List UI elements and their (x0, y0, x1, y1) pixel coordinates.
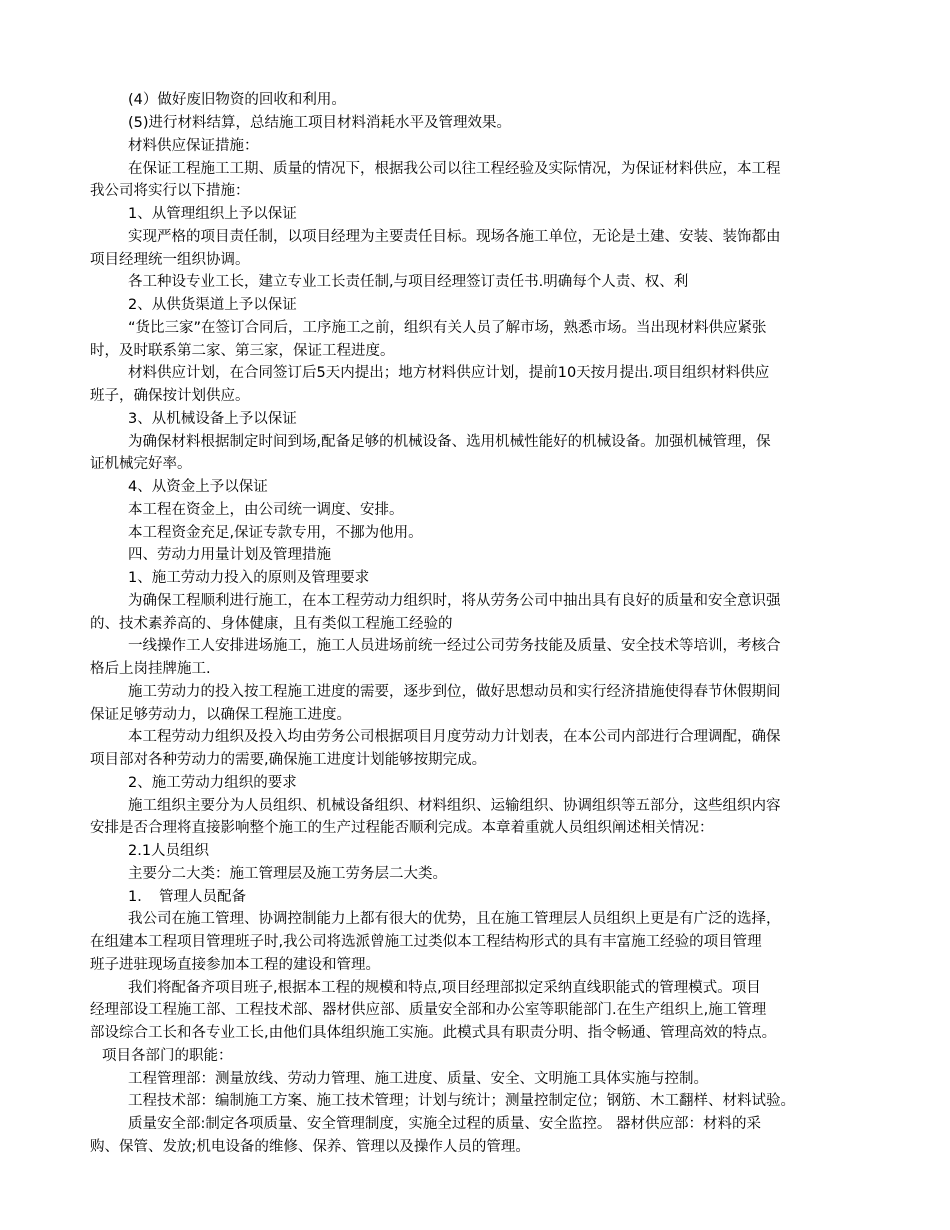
text-line: “货比三家”在签订合同后，工序施工之前，组织有关人员了解市场，熟悉市场。当出现材料供应紧张 (128, 320, 767, 336)
text-line: 质量安全部:制定各项质量、安全管理制度，实施全过程的质量、安全监控。 器材供应部：材料的采 (128, 1116, 761, 1132)
text-line: 时，及时联系第二家、第三家，保证工程进度。 (90, 343, 395, 359)
text-line: (4）做好废旧物资的回收和利用。 (128, 92, 346, 108)
section-heading: 1、施工劳动力投入的原则及管理要求 (128, 570, 370, 586)
text-line: 我公司将实行以下措施： (90, 183, 250, 199)
text-line: 项目经理统一组织协调。 (90, 252, 250, 268)
text-line: 安排是否合理将直接影响整个施工的生产过程能否顺利完成。本章着重就人员组织阐述相关情况： (90, 820, 714, 836)
text-line: 工程技术部：编制施工方案、施工技术管理；计划与统计；测量控制定位；钢筋、木工翻样、材料试验。 (128, 1093, 795, 1109)
text-line: 在组建本工程项目管理班子时,我公司将选派曾施工过类似本工程结构形式的具有丰富施工经验的项目管理 (90, 934, 762, 950)
text-line: 材料供应计划，在合同签订后5天内提出；地方材料供应计划，提前10天按月提出.项目组织材料供应 (128, 365, 770, 381)
text-line: 部设综合工长和各专业工长,由他们具体组织施工实施。此模式具有职责分明、指令畅通、管理高效的特点。 (90, 1025, 777, 1041)
text-line: 本工程在资金上，由公司统一调度、安排。 (128, 502, 404, 518)
text-line: 项目各部门的职能： (102, 1048, 233, 1064)
text-line: 材料供应保证措施： (128, 138, 259, 154)
text-line: 在保证工程施工工期、质量的情况下，根据我公司以往工程经验及实际情况，为保证材料供应，本工程 (128, 161, 781, 177)
text-line: 施工劳动力的投入按工程施工进度的需要，逐步到位，做好思想动员和实行经济措施使得春节休假期间 (128, 684, 781, 700)
text-line: 的、技术素养高的、身体健康，且有类似工程施工经验的 (90, 616, 453, 632)
text-line: 班子进驻现场直接参加本工程的建设和管理。 (90, 957, 380, 973)
text-line: 格后上岗挂牌施工. (90, 661, 211, 677)
text-line: 保证足够劳动力，以确保工程施工进度。 (90, 707, 351, 723)
text-line: 本工程资金充足,保证专款专用，不挪为他用。 (128, 525, 423, 541)
text-line: 证机械完好率。 (90, 456, 192, 472)
text-line: 施工组织主要分为人员组织、机械设备组织、材料组织、运输组织、协调组织等五部分，这些组织内容 (128, 798, 781, 814)
section-heading: 2、从供货渠道上予以保证 (128, 297, 297, 313)
text-line: 一线操作工人安排进场施工，施工人员进场前统一经过公司劳务技能及质量、安全技术等培训，考核合 (128, 638, 781, 654)
text-line: 我公司在施工管理、协调控制能力上都有很大的优势，且在施工管理层人员组织上更是有广泛的选择， (128, 911, 781, 927)
subsection-heading: 1． 管理人员配备 (128, 889, 246, 905)
chapter-heading: 四、劳动力用量计划及管理措施 (128, 547, 331, 563)
text-line: 为确保工程顺利进行施工，在本工程劳动力组织时，将从劳务公司中抽出具有良好的质量和安全意识强 (128, 593, 781, 609)
text-line: 各工种设专业工长，建立专业工长责任制,与项目经理签订责任书.明确每个人责、权、利 (128, 274, 689, 290)
text-line: 项目部对各种劳动力的需要,确保施工进度计划能够按期完成。 (90, 752, 487, 768)
text-line: 为确保材料根据制定时间到场,配备足够的机械设备、选用机械性能好的机械设备。加强机械管理，保 (128, 434, 771, 450)
section-heading: 2、施工劳动力组织的要求 (128, 775, 297, 791)
section-heading: 1、从管理组织上予以保证 (128, 206, 297, 222)
text-line: 工程管理部：测量放线、劳动力管理、施工进度、质量、安全、文明施工具体实施与控制。 (128, 1071, 708, 1087)
section-heading: 3、从机械设备上予以保证 (128, 411, 297, 427)
section-heading: 4、从资金上予以保证 (128, 479, 268, 495)
text-line: 主要分二大类：施工管理层及施工劳务层二大类。 (128, 866, 447, 882)
text-line: 我们将配备齐项目班子,根据本工程的规模和特点,项目经理部拟定采纳直线职能式的管理模式。项目 (128, 980, 761, 996)
subsection-heading: 2.1人员组织 (128, 843, 210, 859)
text-line: (5)进行材料结算，总结施工项目材料消耗水平及管理效果。 (128, 115, 512, 131)
text-line: 本工程劳动力组织及投入均由劳务公司根据项目月度劳动力计划表，在本公司内部进行合理调配，确保 (128, 729, 781, 745)
text-line: 经理部设工程施工部、工程技术部、器材供应部、质量安全部和办公室等职能部门.在生产组织上,施工管理 (90, 1002, 767, 1018)
text-line: 班子，确保按计划供应。 (90, 388, 250, 404)
text-line: 购、保管、发放;机电设备的维修、保养、管理以及操作人员的管理。 (90, 1139, 530, 1155)
text-line: 实现严格的项目责任制，以项目经理为主要责任目标。现场各施工单位，无论是土建、安装、装饰都由 (128, 229, 781, 245)
